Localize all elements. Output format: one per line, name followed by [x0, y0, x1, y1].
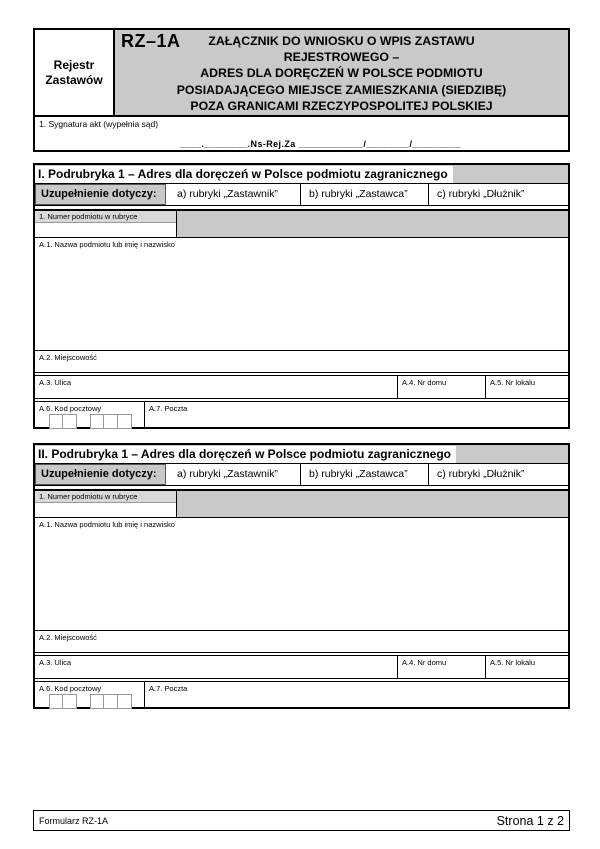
flat-number-label: A.5. Nr lokalu [490, 658, 536, 667]
header-top-row [35, 30, 568, 115]
form-title [115, 30, 568, 114]
section-2 [33, 443, 570, 709]
name-field-label: A.1. Nazwa podmiotu lub imię i nazwisko [39, 520, 175, 529]
postal-code-box[interactable] [90, 694, 104, 709]
shaded-area [177, 491, 568, 517]
page-footer [33, 810, 570, 831]
case-file-write-line[interactable]: ____.________.Ns-Rej.Za ____________/________/_________ [179, 139, 462, 149]
street-field-label: A.3. Ulica [39, 658, 72, 667]
case-file-field[interactable] [35, 115, 568, 150]
entity-number-input[interactable] [35, 223, 176, 237]
city-field-label: A.2. Miejscowość [39, 633, 97, 642]
name-field-label: A.1. Nazwa podmiotu lub imię i nazwisko [39, 240, 175, 249]
option-zastawnik-cell[interactable]: a) rubryki „Zastawnik” [177, 468, 278, 480]
postal-code-box[interactable] [118, 694, 132, 709]
post-office-field[interactable] [145, 682, 568, 707]
section-title-bar [35, 165, 568, 184]
registry-label: Rejestr Zastawów [35, 30, 115, 115]
option-dluznik-cell[interactable]: c) rubryki „Dłużnik” [428, 464, 568, 485]
house-number-label: A.4. Nr domu [402, 658, 447, 667]
postal-code-field [35, 402, 145, 427]
section-1 [33, 163, 570, 429]
supplement-label: Uzupełnienie dotyczy: [35, 184, 166, 205]
street-field[interactable] [35, 656, 397, 678]
postal-code-label: A.6. Kod pocztowy [39, 404, 102, 413]
post-office-field[interactable] [145, 402, 568, 427]
postal-row [35, 401, 568, 427]
entity-number-row [35, 209, 568, 238]
street-row [35, 375, 568, 399]
postal-code-boxes [49, 694, 144, 709]
flat-number-field[interactable] [485, 376, 568, 398]
form-title-line: POSIADAJĄCEGO MIEJSCE ZAMIESZKANIA (SIEDZIBĘ) [176, 82, 507, 97]
entity-number-input[interactable] [35, 503, 176, 517]
house-number-field[interactable] [397, 376, 485, 398]
post-office-label: A.7. Poczta [149, 404, 188, 413]
option-zastawca-cell[interactable]: b) rubryki „Zastawca” [300, 184, 428, 205]
postal-code-box[interactable] [49, 694, 63, 709]
house-number-field[interactable] [397, 656, 485, 678]
street-field-label: A.3. Ulica [39, 378, 72, 387]
form-code: RZ–1A [121, 31, 181, 51]
supplement-row [35, 184, 568, 206]
section-title: II. Podrubryka 1 – Adres dla doręczeń w Polsce podmiotu zagranicznego [35, 446, 456, 464]
supplement-label: Uzupełnienie dotyczy: [35, 464, 166, 485]
section-title-bar [35, 445, 568, 464]
postal-code-box[interactable] [104, 694, 118, 709]
supplement-row [35, 464, 568, 486]
city-field[interactable] [35, 631, 568, 653]
postal-code-box[interactable] [118, 414, 132, 429]
entity-number-label: 1. Numer podmiotu w rubryce [35, 211, 176, 223]
form-header [33, 28, 570, 152]
postal-code-box[interactable] [63, 694, 77, 709]
case-file-label: 1. Sygnatura akt (wypełnia sąd) [39, 119, 159, 129]
postal-code-box[interactable] [49, 414, 63, 429]
postal-code-label: A.6. Kod pocztowy [39, 684, 102, 693]
postal-code-box[interactable] [90, 414, 104, 429]
option-zastawca-cell[interactable]: b) rubryki „Zastawca” [300, 464, 428, 485]
post-office-label: A.7. Poczta [149, 684, 188, 693]
option-zastawnik-cell[interactable]: a) rubryki „Zastawnik” [177, 188, 278, 200]
flat-number-label: A.5. Nr lokalu [490, 378, 536, 387]
form-title-line: ADRES DLA DORĘCZEŃ W POLSCE PODMIOTU [200, 66, 483, 81]
street-row [35, 655, 568, 679]
city-field[interactable] [35, 351, 568, 373]
form-title-line: ZAŁĄCZNIK DO WNIOSKU O WPIS ZASTAWU [208, 34, 475, 48]
entity-number-field [35, 211, 177, 237]
house-number-label: A.4. Nr domu [402, 378, 447, 387]
form-title-line: POZA GRANICAMI RZECZYPOSPOLITEJ POLSKIEJ [190, 98, 493, 113]
flat-number-field[interactable] [485, 656, 568, 678]
postal-code-boxes [49, 414, 144, 429]
shaded-area [177, 211, 568, 237]
section-title: I. Podrubryka 1 – Adres dla doręczeń w Polsce podmiotu zagranicznego [35, 166, 453, 184]
name-field[interactable] [35, 238, 568, 351]
footer-page-indicator: Strona 1 z 2 [496, 813, 564, 828]
city-field-label: A.2. Miejscowość [39, 353, 97, 362]
footer-form-name: Formularz RZ-1A [39, 815, 109, 826]
name-field[interactable] [35, 518, 568, 631]
entity-number-field [35, 491, 177, 517]
entity-number-row [35, 489, 568, 518]
option-dluznik-cell[interactable]: c) rubryki „Dłużnik” [428, 184, 568, 205]
postal-row [35, 681, 568, 707]
postal-code-box[interactable] [63, 414, 77, 429]
street-field[interactable] [35, 376, 397, 398]
postal-code-field [35, 682, 145, 707]
postal-code-box[interactable] [104, 414, 118, 429]
entity-number-label: 1. Numer podmiotu w rubryce [35, 491, 176, 503]
form-title-cell [115, 30, 568, 115]
form-title-line: REJESTROWEGO – [283, 50, 400, 65]
